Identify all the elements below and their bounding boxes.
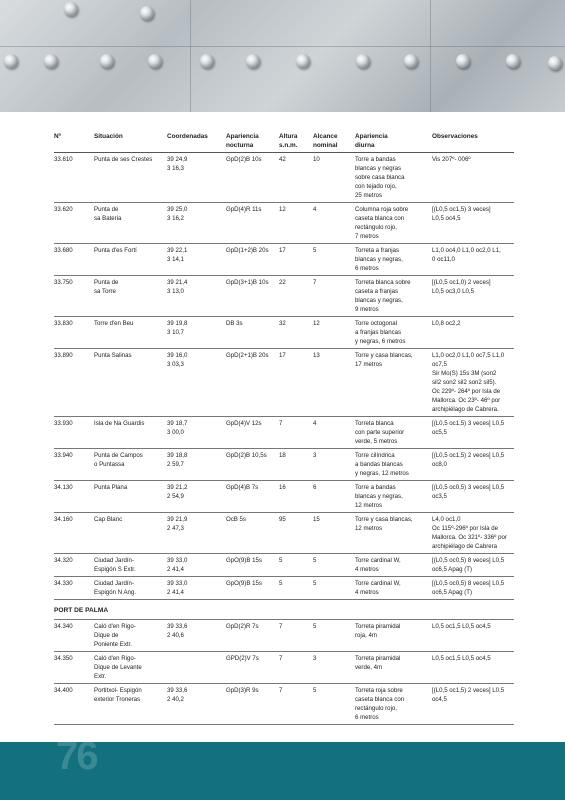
rivet-icon [4,54,18,68]
rivet-icon [356,54,370,68]
table-row [54,620,514,652]
cell-coordenadas: 39 18,7 3 00,0 [167,420,188,436]
cell-apariencia-nocturna: GpD(2)R 7s [226,623,259,630]
cell-alcance: 5 [313,623,317,630]
lighthouse-table [54,132,514,725]
cell-alcance: 12 [313,320,320,327]
cell-observaciones: [(L0,5 oc1,5) 2 veces] L0,5 oc4,5 [432,687,505,703]
cell-apariencia-nocturna: GPD(2)V 7s [226,655,259,662]
cell-alcance: 10 [313,156,320,163]
cell-situacion: Punta de sa Bateria [94,206,122,222]
table-row [54,244,514,276]
cell-no: 34.340 [54,623,73,630]
cell-altura: 42 [279,156,286,163]
table-row [54,481,514,513]
cell-alcance: 4 [313,206,317,213]
cell-observaciones: [(L0,5 oc1,5) 3 veces] L0,5 oc4,5 [432,206,491,222]
rivet-icon [506,54,520,68]
cell-apariencia-diurna: Torre cilíndrica a bandas blancas y negras, 12 metros [355,452,409,477]
cell-altura: 7 [279,655,283,662]
cell-alcance: 5 [313,557,317,564]
table-row [54,513,514,554]
cell-situacion: Punta de Campos o Puntassa [94,452,143,468]
header-coordenadas: Coordenadas [167,133,208,140]
cell-situacion: Ciudad Jardín- Espigón N Ang. [94,580,137,596]
cell-alcance: 3 [313,655,317,662]
cell-no: 33.610 [54,156,73,163]
cell-apariencia-diurna: Torre cardinal W, 4 metros [355,557,401,573]
cell-situacion: Caló d'en Rigo- Dique de Levante Extr. [94,655,142,680]
banner-seam [430,0,431,112]
section-title: PORT DE PALMA [54,600,514,620]
table-row [54,684,514,725]
cell-coordenadas: 39 33,0 2 41,4 [167,580,188,596]
cell-apariencia-diurna: Torreta a franjas blancas y negras, 6 metros [355,247,403,272]
cell-observaciones: [(L0,5 oc1,5) 3 veces] L0,5 oc5,5 [432,420,505,436]
cell-altura: 7 [279,687,283,694]
cell-observaciones: L0,8 oc2,2 [432,320,461,327]
cell-apariencia-diurna: Torreta piramidal roja, 4m [355,623,401,639]
cell-coordenadas: 39 24,9 3 16,3 [167,156,188,172]
cell-coordenadas: 39 21,4 3 13,0 [167,279,188,295]
cell-situacion: Isla de Na Guardis [94,420,145,427]
cell-observaciones: L4,0 oc1,0 Oc 115º-296º por Isla de Mallorca. Oc 321º- 336º por archipiélago de Cabrera [432,516,507,550]
cell-no: 33.940 [54,452,73,459]
cell-altura: 22 [279,279,286,286]
cell-no: 34.130 [54,484,73,491]
cell-observaciones: [(L0,5 oc1,5) 2 veces] L0,5 oc8,0 [432,452,505,468]
header-apariencia-nocturna: Apariencia nocturna [226,133,259,149]
cell-apariencia-nocturna: GpO(9)B 15s [226,580,262,587]
cell-apariencia-diurna: Torre octogonal a franjas blancas y negras, 6 metros [355,320,406,345]
rivet-icon [100,54,114,68]
cell-no: 34.350 [54,655,73,662]
cell-apariencia-nocturna: GpD(4)V 12s [226,420,262,427]
cell-situacion: Punta d'es Fortí [94,247,137,254]
cell-no: 34.330 [54,580,73,587]
cell-apariencia-nocturna: GpD(4)R 11s [226,206,262,213]
cell-no: 34.400 [54,687,73,694]
cell-situacion: Torre d'en Beu [94,320,134,327]
cell-situacion: Portitxol- Espigón exterior Troneras [94,687,142,703]
cell-altura: 32 [279,320,286,327]
cell-coordenadas: 39 22,1 3 14,1 [167,247,188,263]
cell-alcance: 5 [313,687,317,694]
cell-apariencia-nocturna: GpD(4)B 7s [226,484,259,491]
cell-coordenadas: 39 16,0 3 03,3 [167,352,188,368]
cell-apariencia-nocturna: GpD(2)B 10,5s [226,452,267,459]
cell-observaciones: L0,5 oc1,5 L0,5 oc4,5 [432,655,491,662]
cell-observaciones: L1,0 oc2,0 L1,0 oc7,5 L1,0 oc7,5 Sir Mo(S) 15s 3M (son2 sil2 son2 sil2 son2 sil5). Oc 229º- 264º por Isla de Mallorca. Oc 23º- 46º por archipiélago de Cabrera. [432,352,505,413]
cell-situacion: Caló d'en Rigo- Dique de Poniente Extr. [94,623,136,648]
table-row [54,417,514,449]
cell-situacion: Punta de sa Torre [94,279,119,295]
table-row [54,577,514,600]
rivet-icon [456,54,470,68]
cell-apariencia-diurna: Torre a bandas blancas y negras sobre casa blanca con tejado rojo, 25 metros [355,156,405,199]
cell-apariencia-diurna: Torreta roja sobre caseta blanca con rectángulo rojo, 6 metros [355,687,405,721]
cell-coordenadas [167,654,226,681]
cell-apariencia-diurna: Torre cardinal W, 4 metros [355,580,401,596]
header-apariencia-diurna: Apariencia diurna [355,133,388,149]
cell-altura: 5 [279,580,283,587]
cell-coordenadas: 39 25,0 3 16,2 [167,206,188,222]
cell-coordenadas: 39 33,6 2 40,2 [167,687,188,703]
table-row [54,449,514,481]
cell-altura: 7 [279,623,283,630]
cell-situacion: Punta de ses Crestes [94,156,153,163]
rivet-icon [64,2,78,16]
rivet-icon [44,54,58,68]
cell-apariencia-diurna: Columna roja sobre caseta blanca con rectángulo rojo, 7 metros [355,206,409,240]
header-alcance: Alcance nominal [313,133,338,149]
cell-apariencia-diurna: Torre a bandas blancas y negras, 12 metros [355,484,403,509]
table-row [54,153,514,203]
cell-coordenadas: 39 18,8 2 59,7 [167,452,188,468]
cell-observaciones: L0,5 oc1,5 L0,5 oc4,5 [432,623,491,630]
rivet-icon [404,54,418,68]
cell-situacion: Cap Blanc [94,516,123,523]
table-header [54,132,514,153]
cell-apariencia-nocturna: OcB 5s [226,516,246,523]
metal-banner [0,0,565,112]
cell-observaciones: [(L0,5 oc0,5) 8 veces] L0,5 oc6,5 Apag (T) [432,557,505,573]
cell-apariencia-nocturna: GpO(9)B 15s [226,557,262,564]
cell-coordenadas: 39 21,2 2 54,9 [167,484,188,500]
cell-observaciones: [(L0,5 oc1,0) 2 veces] L0,5 oc3,0 L0,5 [432,279,491,295]
cell-altura: 18 [279,452,286,459]
cell-no: 33.890 [54,352,73,359]
cell-apariencia-diurna: Torre y casa blancas, 17 metros [355,352,413,368]
cell-altura: 5 [279,557,283,564]
footer-band [0,734,565,800]
cell-alcance: 13 [313,352,320,359]
cell-apariencia-diurna: Torre y casa blancas, 12 metros [355,516,413,532]
cell-no: 33.620 [54,206,73,213]
cell-altura: 16 [279,484,286,491]
table-body [54,153,514,600]
rivet-icon [140,6,154,20]
cell-altura: 17 [279,247,286,254]
table-row [54,203,514,244]
cell-alcance: 7 [313,279,317,286]
cell-alcance: 3 [313,452,317,459]
table-body-port [54,620,514,725]
header-altura: Altura s.n.m. [279,133,298,149]
table-row [54,349,514,417]
header-situacion: Situación [94,133,123,140]
cell-apariencia-nocturna: GpD(2+1)B 20s [226,352,269,359]
rivet-icon [246,54,260,68]
cell-no: 33.750 [54,279,73,286]
cell-coordenadas: 39 21,9 2 47,3 [167,516,188,532]
table-row [54,652,514,684]
rivet-icon [548,56,562,70]
cell-altura: 7 [279,420,283,427]
page-number: 76 [56,734,97,778]
cell-no: 33.830 [54,320,73,327]
cell-altura: 95 [279,516,286,523]
cell-alcance: 15 [313,516,320,523]
header-no: Nº [54,133,61,140]
cell-apariencia-nocturna: GpD(2)B 10s [226,156,262,163]
table-row [54,317,514,349]
cell-apariencia-diurna: Torreta blanca sobre caseta a franjas blancas y negras, 9 metros [355,279,411,313]
cell-situacion: Punta Plana [94,484,128,491]
cell-no: 34.320 [54,557,73,564]
table-row [54,276,514,317]
cell-situacion: Ciudad Jardín- Espigón S Extr. [94,557,136,573]
cell-apariencia-nocturna: DB 3s [226,320,243,327]
cell-apariencia-nocturna: GpD(3)R 9s [226,687,259,694]
cell-coordenadas: 39 33,6 2 40,6 [167,623,188,639]
cell-alcance: 4 [313,420,317,427]
banner-seam [190,0,191,112]
cell-alcance: 5 [313,580,317,587]
rivet-icon [200,54,214,68]
cell-alcance: 6 [313,484,317,491]
cell-observaciones: [(L0,5 oc0,5) 3 veces] L0,5 oc3,5 [432,484,505,500]
cell-no: 33.680 [54,247,73,254]
cell-apariencia-diurna: Torreta piramidal verde, 4m [355,655,401,671]
table-row [54,554,514,577]
cell-apariencia-nocturna: GpD(3+1)B 10s [226,279,269,286]
cell-alcance: 5 [313,247,317,254]
cell-coordenadas: 39 33,0 2 41,4 [167,557,188,573]
cell-apariencia-diurna: Torreta blanca con parte superior verde, 5 metros [355,420,405,445]
cell-observaciones: L1,0 oc4,0 L1,0 oc2,0 L1, 0 oc11,0 [432,247,501,263]
cell-altura: 12 [279,206,286,213]
cell-situacion: Punta Salinas [94,352,132,359]
cell-apariencia-nocturna: GpD(1+2)B 20s [226,247,269,254]
cell-altura: 17 [279,352,286,359]
header-observaciones: Observaciones [432,133,478,140]
cell-coordenadas: 39 19,8 3 10,7 [167,320,188,336]
cell-observaciones: Vis 207º- 006º [432,156,471,163]
banner-seam [0,46,565,47]
rivet-icon [148,54,162,68]
rivet-icon [296,54,310,68]
cell-observaciones: [(L0,5 oc0,5) 8 veces] L0,5 oc6,5 Apag (T) [432,580,505,596]
cell-no: 34.160 [54,516,73,523]
cell-no: 33.930 [54,420,73,427]
